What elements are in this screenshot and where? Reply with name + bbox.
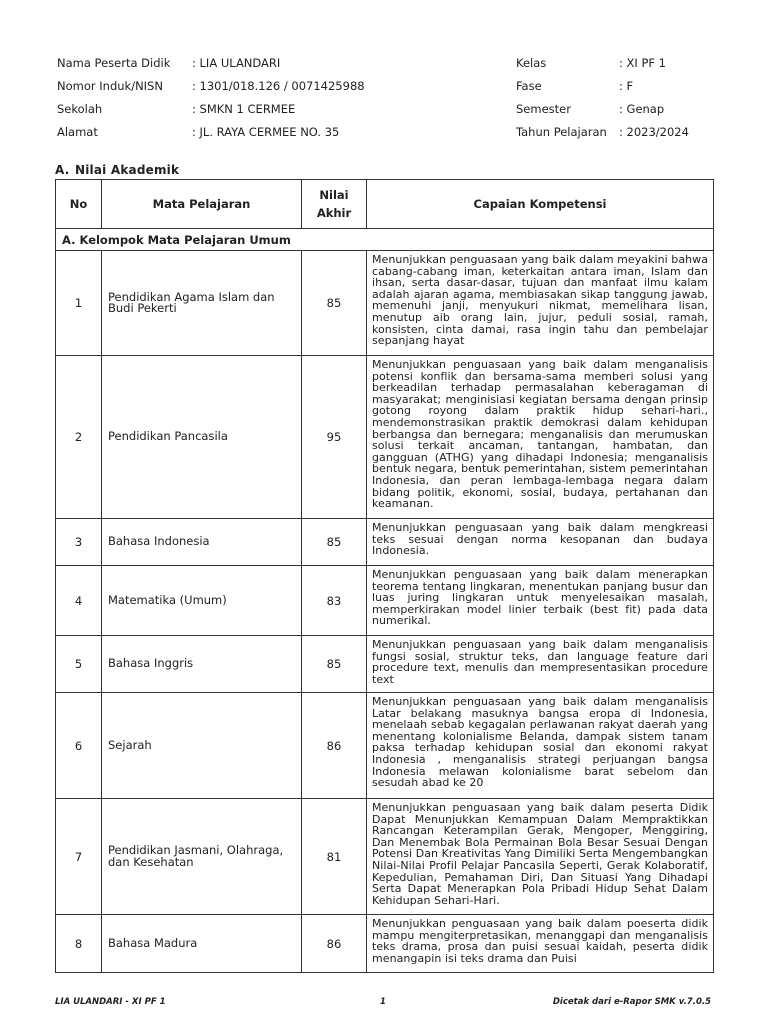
info-value: : SMKN 1 CERMEE [192, 102, 296, 116]
table-row [56, 566, 714, 636]
info-row-school [57, 98, 365, 121]
section-title [55, 163, 179, 177]
row-competency: Menunjukkan penguasaan yang baik dalam meyakini bahwa cabang-cabang iman, keterkaitan antara iman, Islam dan ihsan, serta dasar-dasar, tujuan dan manfaat ilmu kalam adalah ajaran agama, membiasakan sikap tanggung jawab, memenuhi janji, menyukuri nikmat, memelihara lisan, menutup aib orang lain, jujur, peduli sosial, ramah, konsisten, cinta damai, rasa ingin tahu dan pembelajar sepanjang hayat [367, 251, 714, 356]
student-info-right [516, 52, 689, 144]
info-value: : XI PF 1 [619, 56, 666, 70]
row-no: 6 [56, 693, 102, 799]
row-subject: Sejarah [102, 693, 302, 799]
info-value: : JL. RAYA CERMEE NO. 35 [192, 125, 340, 139]
table-row [56, 799, 714, 915]
row-competency: Menunjukkan penguasaan yang baik dalam menganalisis Latar belakang masuknya bangsa eropa di Indonesia, menelaah sebab kegagalan perlawanan rakyat daerah yang menentang kolonialisme Belanda, dampak sistem tanam paksa terhadap kehidupan sosial dan ekonomi rakyat Indonesia , menganalisis strategi perjuangan bangsa Indonesia melawan kolonialisme barat sebelom dan sesudah abad ke 20 [367, 693, 714, 799]
row-subject: Pendidikan Jasmani, Olahraga, dan Kesehatan [102, 799, 302, 915]
table-row [56, 915, 714, 973]
row-competency: Menunjukkan penguasaan yang baik dalam menerapkan teorema tentang lingkaran, menentukan panjang busur dan luas juring lingkaran untuk menyelesaikan masalah, memperkirakan model linier terbaik (best fit) pada data numerikal. [367, 566, 714, 636]
section-number: A. [55, 163, 70, 177]
info-row-class [516, 52, 689, 75]
table-row [56, 636, 714, 693]
info-value: : LIA ULANDARI [192, 56, 281, 70]
info-value: : 1301/018.126 / 0071425988 [192, 79, 365, 93]
header-no: No [56, 180, 102, 229]
info-label: Alamat [57, 125, 98, 139]
row-subject: Matematika (Umum) [102, 566, 302, 636]
info-label: Semester [516, 102, 571, 116]
info-row-name [57, 52, 365, 75]
row-competency: Menunjukkan penguasaan yang baik dalam poeserta didik mampu mengiterpretasikan, menanggapi dan menganalisis teks drama, prosa dan puisi sesuai kaidah, peserta didik menangapin isi teks drama dan Puisi [367, 915, 714, 973]
info-value: : 2023/2024 [619, 125, 689, 139]
row-score: 83 [302, 566, 367, 636]
header-subject: Mata Pelajaran [102, 180, 302, 229]
grades-table [55, 179, 714, 973]
header-score-line1: Nilai [319, 188, 349, 202]
header-competency: Capaian Kompetensi [367, 180, 714, 229]
row-score: 85 [302, 251, 367, 356]
info-label: Nama Peserta Didik [57, 56, 171, 70]
row-score: 86 [302, 693, 367, 799]
row-score: 85 [302, 519, 367, 566]
row-score: 86 [302, 915, 367, 973]
footer-page-number: 1 [380, 997, 386, 1007]
row-competency: Menunjukkan penguasaan yang baik dalam menganalisis fungsi sosial, struktur teks, dan language feature dari procedure text, menulis dan mempresentasikan procedure text [367, 636, 714, 693]
info-label: Fase [516, 79, 542, 93]
section-title-text: Nilai Akademik [75, 163, 180, 177]
row-subject: Bahasa Inggris [102, 636, 302, 693]
row-score: 81 [302, 799, 367, 915]
header-score-line2: Akhir [316, 206, 352, 220]
row-no: 7 [56, 799, 102, 915]
table-row [56, 693, 714, 799]
row-no: 8 [56, 915, 102, 973]
row-no: 4 [56, 566, 102, 636]
table-row [56, 356, 714, 519]
table-row [56, 251, 714, 356]
group-row [56, 229, 714, 251]
row-no: 3 [56, 519, 102, 566]
row-score: 95 [302, 356, 367, 519]
table-header-row [56, 180, 714, 229]
info-label: Nomor Induk/NISN [57, 79, 163, 93]
info-row-phase [516, 75, 689, 98]
group-title: A. Kelompok Mata Pelajaran Umum [56, 229, 714, 251]
info-row-address [57, 121, 365, 144]
row-no: 2 [56, 356, 102, 519]
row-competency: Menunjukkan penguasaan yang baik dalam menganalisis potensi konflik dan bersama-sama memberi solusi yang berkeadilan terhadap permasalahan keberagaman di masyarakat; menginisiasi kegiatan bersama dengan prinsip gotong royong dalam praktik hidup sehari-hari., mendemonstrasikan praktik demokrasi dalam kehidupan berbangsa dan bernegara; menganalisis dan merumuskan solusi terkait ancaman, tantangan, hambatan, dan gangguan (ATHG) yang dihadapi Indonesia; menganalisis bentuk negara, bentuk pemerintahan, sistem pemerintahan Indonesia, dan peran lembaga-lembaga negara dalam bidang politik, ekonomi, sosial, budaya, pertahanan dan keamanan. [367, 356, 714, 519]
row-no: 5 [56, 636, 102, 693]
info-row-semester [516, 98, 689, 121]
row-competency: Menunjukkan penguasaan yang baik dalam mengkreasi teks sesuai dengan norma kesopanan dan budaya Indonesia. [367, 519, 714, 566]
row-competency: Menunjukkan penguasaan yang baik dalam peserta Didik Dapat Menunjukkan Kemampuan Dalam Mempraktikkan Rancangan Keterampilan Gerak, Mengoper, Menggiring, Dan Menembak Bola Permainan Bola Besar Sesuai Dengan Potensi Dan Kreativitas Yang Dimiliki Serta Mengembangkan Nilai-Nilai Profil Pelajar Pancasila Seperti, Gerak Kolaboratif, Kepedulian, Pemahaman Diri, Dan Situasi Yang Dihadapi Serta Dapat Menerapkan Pola Pribadi Hidup Sehat Dalam Kehidupan Sehari-Hari. [367, 799, 714, 915]
row-subject: Bahasa Madura [102, 915, 302, 973]
header-score [302, 180, 367, 229]
info-row-nisn [57, 75, 365, 98]
info-value: : F [619, 79, 634, 93]
info-value: : Genap [619, 102, 665, 116]
info-label: Tahun Pelajaran [516, 125, 607, 139]
info-row-year [516, 121, 689, 144]
row-no: 1 [56, 251, 102, 356]
footer-student: LIA ULANDARI - XI PF 1 [55, 997, 166, 1007]
row-subject: Pendidikan Agama Islam dan Budi Pekerti [102, 251, 302, 356]
table-row [56, 519, 714, 566]
info-label: Sekolah [57, 102, 103, 116]
info-label: Kelas [516, 56, 547, 70]
row-subject: Bahasa Indonesia [102, 519, 302, 566]
row-score: 85 [302, 636, 367, 693]
footer-printed-by: Dicetak dari e-Rapor SMK v.7.0.5 [552, 997, 711, 1007]
row-subject: Pendidikan Pancasila [102, 356, 302, 519]
student-info-left [57, 52, 365, 144]
